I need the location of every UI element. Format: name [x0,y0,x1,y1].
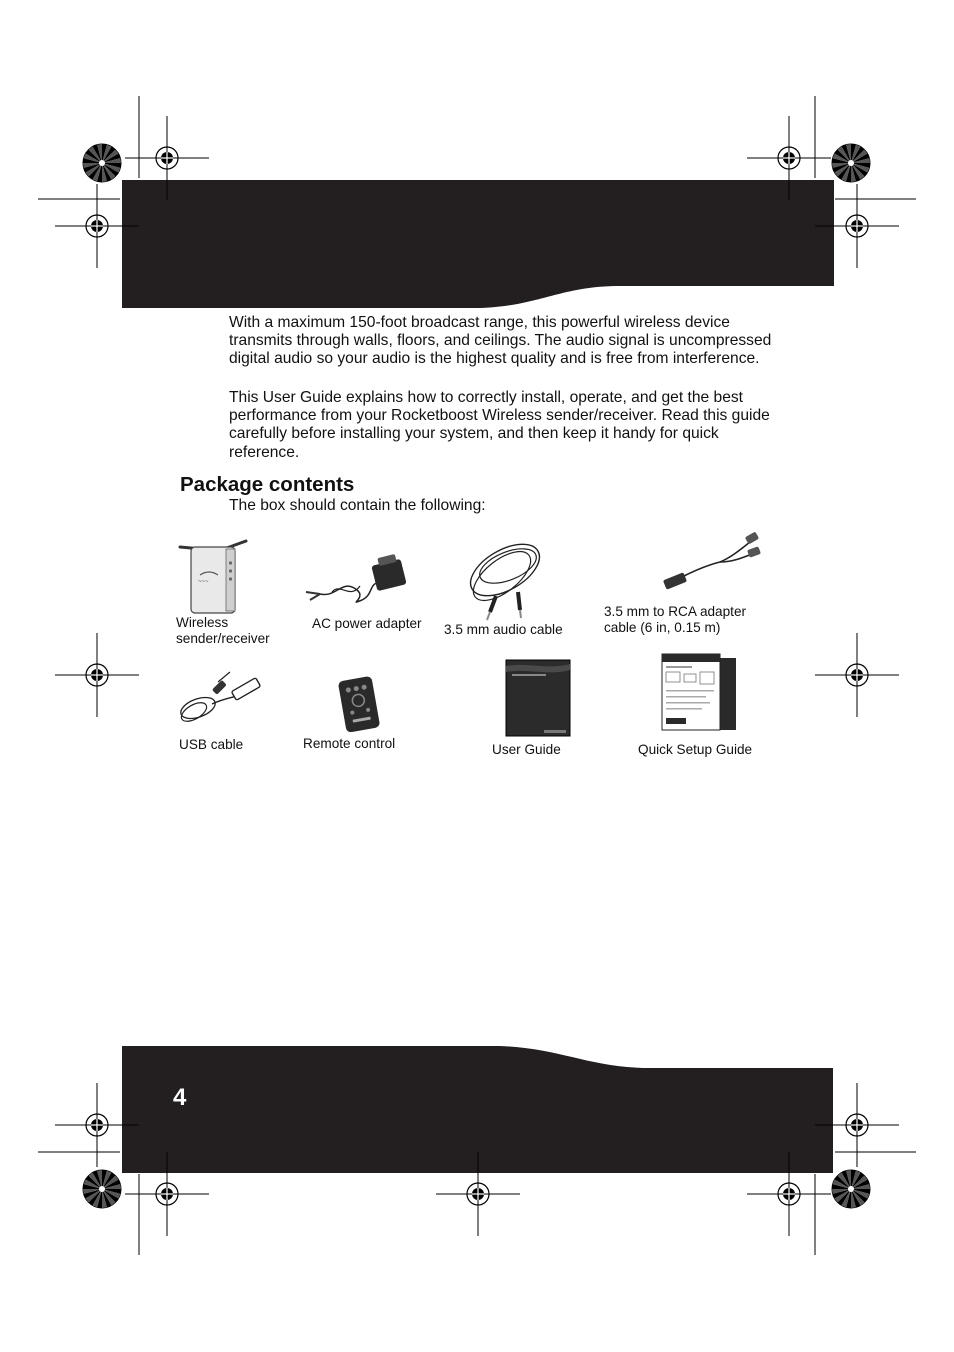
caption-usb-cable: USB cable [179,737,244,752]
usb-cable-icon [174,668,266,734]
caption-line: 3.5 mm to RCA adapter [604,604,747,619]
power-adapter-icon [302,548,412,610]
user-guide-icon [504,658,572,738]
guide-paragraph: This User Guide explains how to correctly install, operate, and get the best performance from your Rocketboost Wireless sender/receiver. Read this guide carefully before installing your system, and then keep it handy for quick reference. [229,389,770,461]
audio-cable-icon [456,540,554,622]
caption-line: cable (6 in, 0.15 m) [604,619,721,635]
caption-quick-setup-guide: Quick Setup Guide [638,742,753,757]
caption-remote-control: Remote control [303,736,396,751]
quick-setup-guide-icon [660,652,738,732]
caption-power-adapter: AC power adapter [312,616,422,631]
caption-line: sender/receiver [176,630,270,646]
caption-rca-adapter [604,604,746,635]
caption-audio-cable: 3.5 mm audio cable [444,622,563,637]
remote-control-icon [334,676,388,732]
caption-line: Wireless [176,615,229,630]
intro-paragraph: With a maximum 150-foot broadcast range, this powerful wireless device transmits through walls, floors, and ceilings. The audio signal is uncompressed digital audio so your audio is the highest quality and is free from interference. [229,314,772,368]
page-number: 4 [173,1084,187,1111]
section-title: Package contents [180,473,355,496]
rca-adapter-icon [660,528,764,592]
svg-text:~~~: ~~~ [198,579,209,585]
caption-user-guide: User Guide [492,742,561,757]
caption-sender-receiver [176,615,270,646]
sender-receiver-icon [176,535,250,617]
section-intro: The box should contain the following: [229,497,486,514]
